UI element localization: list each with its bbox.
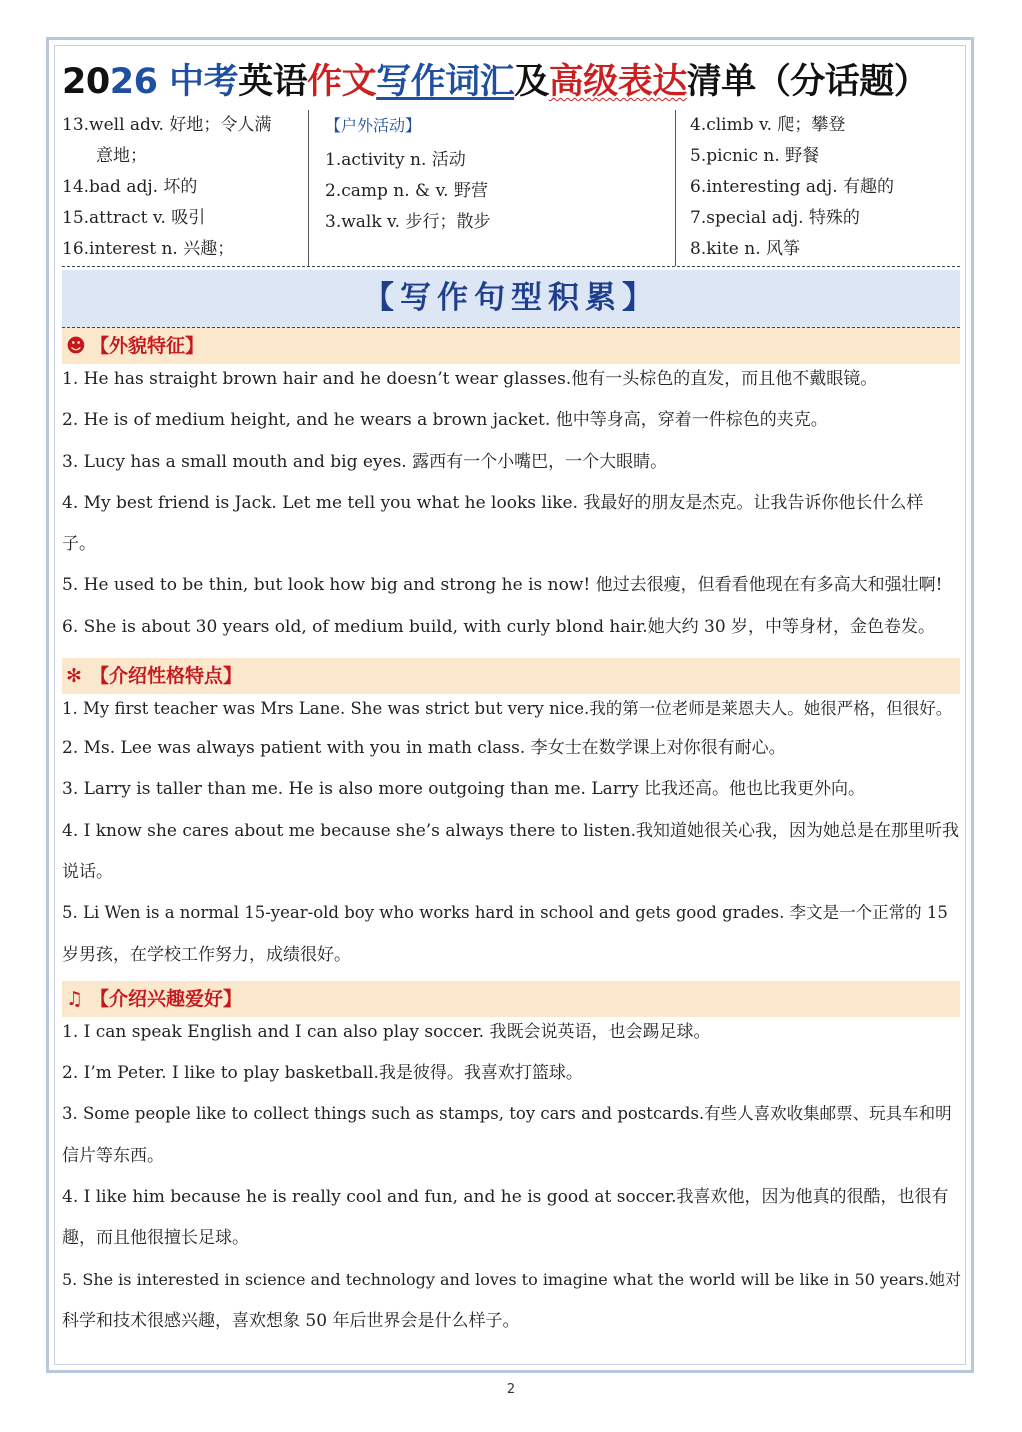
sentence-line: 3. Some people like to collect things such as stamps, toy cars and postcards.有些人喜欢收集邮票、玩具车和明 [62,1104,952,1123]
title-zhongkao: 中考 [169,62,239,102]
title-advanced-expressions: 高级表达 [548,62,687,102]
vocab-item: 4.climb v. 爬；攀登 [690,115,846,135]
sentence-line: 2. He is of medium height, and he wears a brown jacket. 他中等身高，穿着一件棕色的夹克。 [62,410,828,430]
music-note-icon: ♫ [66,988,84,1010]
sentence-line: 子。 [62,534,96,554]
section-heading-hobbies [62,981,960,1017]
smiley-icon: ☻ [66,335,86,357]
vocab-item: 14.bad adj. 坏的 [62,177,198,197]
title-list-topics: 清单（分话题） [686,62,929,102]
sentence-line: 3. Lucy has a small mouth and big eyes. 露西有一个小嘴巴，一个大眼睛。 [62,452,668,472]
title-year-part1: 20 [62,62,110,102]
vocab-item: 3.walk v. 步行；散步 [325,212,491,232]
asterisk-icon: ✻ [66,665,82,687]
title-writing-vocab: 写作词汇 [376,62,515,102]
vocab-item: 5.picnic n. 野餐 [690,146,820,166]
section-heading-appearance [62,328,960,364]
sentence-line: 5. He used to be thin, but look how big and strong he is now! 他过去很瘦，但看看他现在有多高大和强壮啊! [62,575,943,595]
vocab-column-1 [62,110,298,265]
sentence-line: 趣，而且他很擅长足球。 [62,1228,249,1248]
vocab-item: 1.activity n. 活动 [325,150,466,170]
sentence-line: 说话。 [62,862,113,882]
section-heading-text: 【外貌特征】 [90,335,205,357]
title-year-part2: 26 [109,62,170,102]
vocab-topic-heading: 【户外活动】 [325,116,422,135]
sentence-line: 1. I can speak English and I can also play soccer. 我既会说英语，也会踢足球。 [62,1022,711,1042]
section-banner: 【写作句型积累】 [62,270,960,328]
sentence-line: 5. She is interested in science and technology and loves to imagine what the world will be like in 50 years.她对 [62,1270,961,1289]
vocab-item: 16.interest n. 兴趣； [62,239,235,259]
title-essay: 作文 [307,62,377,102]
vocab-item: 15.attract v. 吸引 [62,208,206,228]
vocab-column-2 [308,110,676,266]
vocab-table [62,110,960,267]
sentence-line: 4. I like him because he is really cool and fun, and he is good at soccer.我喜欢他，因为他真的很酷，也很有 [62,1187,949,1207]
vocab-item: 2.camp n. & v. 野营 [325,181,488,201]
vocab-item: 7.special adj. 特殊的 [690,208,860,228]
sentence-line: 岁男孩，在学校工作努力，成绩很好。 [62,945,351,965]
sentence-line: 1. My first teacher was Mrs Lane. She was strict but very nice.我的第一位老师是莱恩夫人。她很严格，但很好。 [62,699,953,718]
sentence-line: 5. Li Wen is a normal 15-year-old boy who works hard in school and gets good grades. 李文是一个正常的 15 [62,903,948,922]
vocab-item: 8.kite n. 风筝 [690,239,801,259]
section-heading-text: 【介绍性格特点】 [90,665,243,687]
title-and: 及 [514,62,549,102]
sentence-line: 4. I know she cares about me because she’s always there to listen.我知道她很关心我，因为她总是在那里听我 [62,821,960,841]
section-heading-personality [62,658,960,694]
title-english: 英语 [238,62,308,102]
section-heading-text: 【介绍兴趣爱好】 [90,988,243,1010]
sentence-line: 6. She is about 30 years old, of medium build, with curly blond hair.她大约 30 岁，中等身材，金色卷发。 [62,617,936,637]
sentence-line: 3. Larry is taller than me. He is also more outgoing than me. Larry 比我还高。他也比我更外向。 [62,779,866,799]
vocab-item: 意地； [96,146,147,166]
sentence-line: 2. Ms. Lee was always patient with you in math class. 李女士在数学课上对你很有耐心。 [62,738,786,758]
sentence-line: 4. My best friend is Jack. Let me tell you what he looks like. 我最好的朋友是杰克。让我告诉你他长什么样 [62,493,924,513]
sentence-line: 信片等东西。 [62,1146,164,1166]
vocab-item: 13.well adv. 好地；令人满 [62,115,272,135]
sentence-line: 科学和技术很感兴趣，喜欢想象 50 年后世界会是什么样子。 [62,1311,520,1331]
vocab-item: 6.interesting adj. 有趣的 [690,177,895,197]
sentence-line: 1. He has straight brown hair and he doesn’t wear glasses.他有一头棕色的直发，而且他不戴眼镜。 [62,369,878,389]
page-number: 2 [506,1382,516,1397]
vocab-column-3 [690,110,960,265]
page-title [62,56,962,108]
sentence-line: 2. I’m Peter. I like to play basketball.我是彼得。我喜欢打篮球。 [62,1063,583,1083]
